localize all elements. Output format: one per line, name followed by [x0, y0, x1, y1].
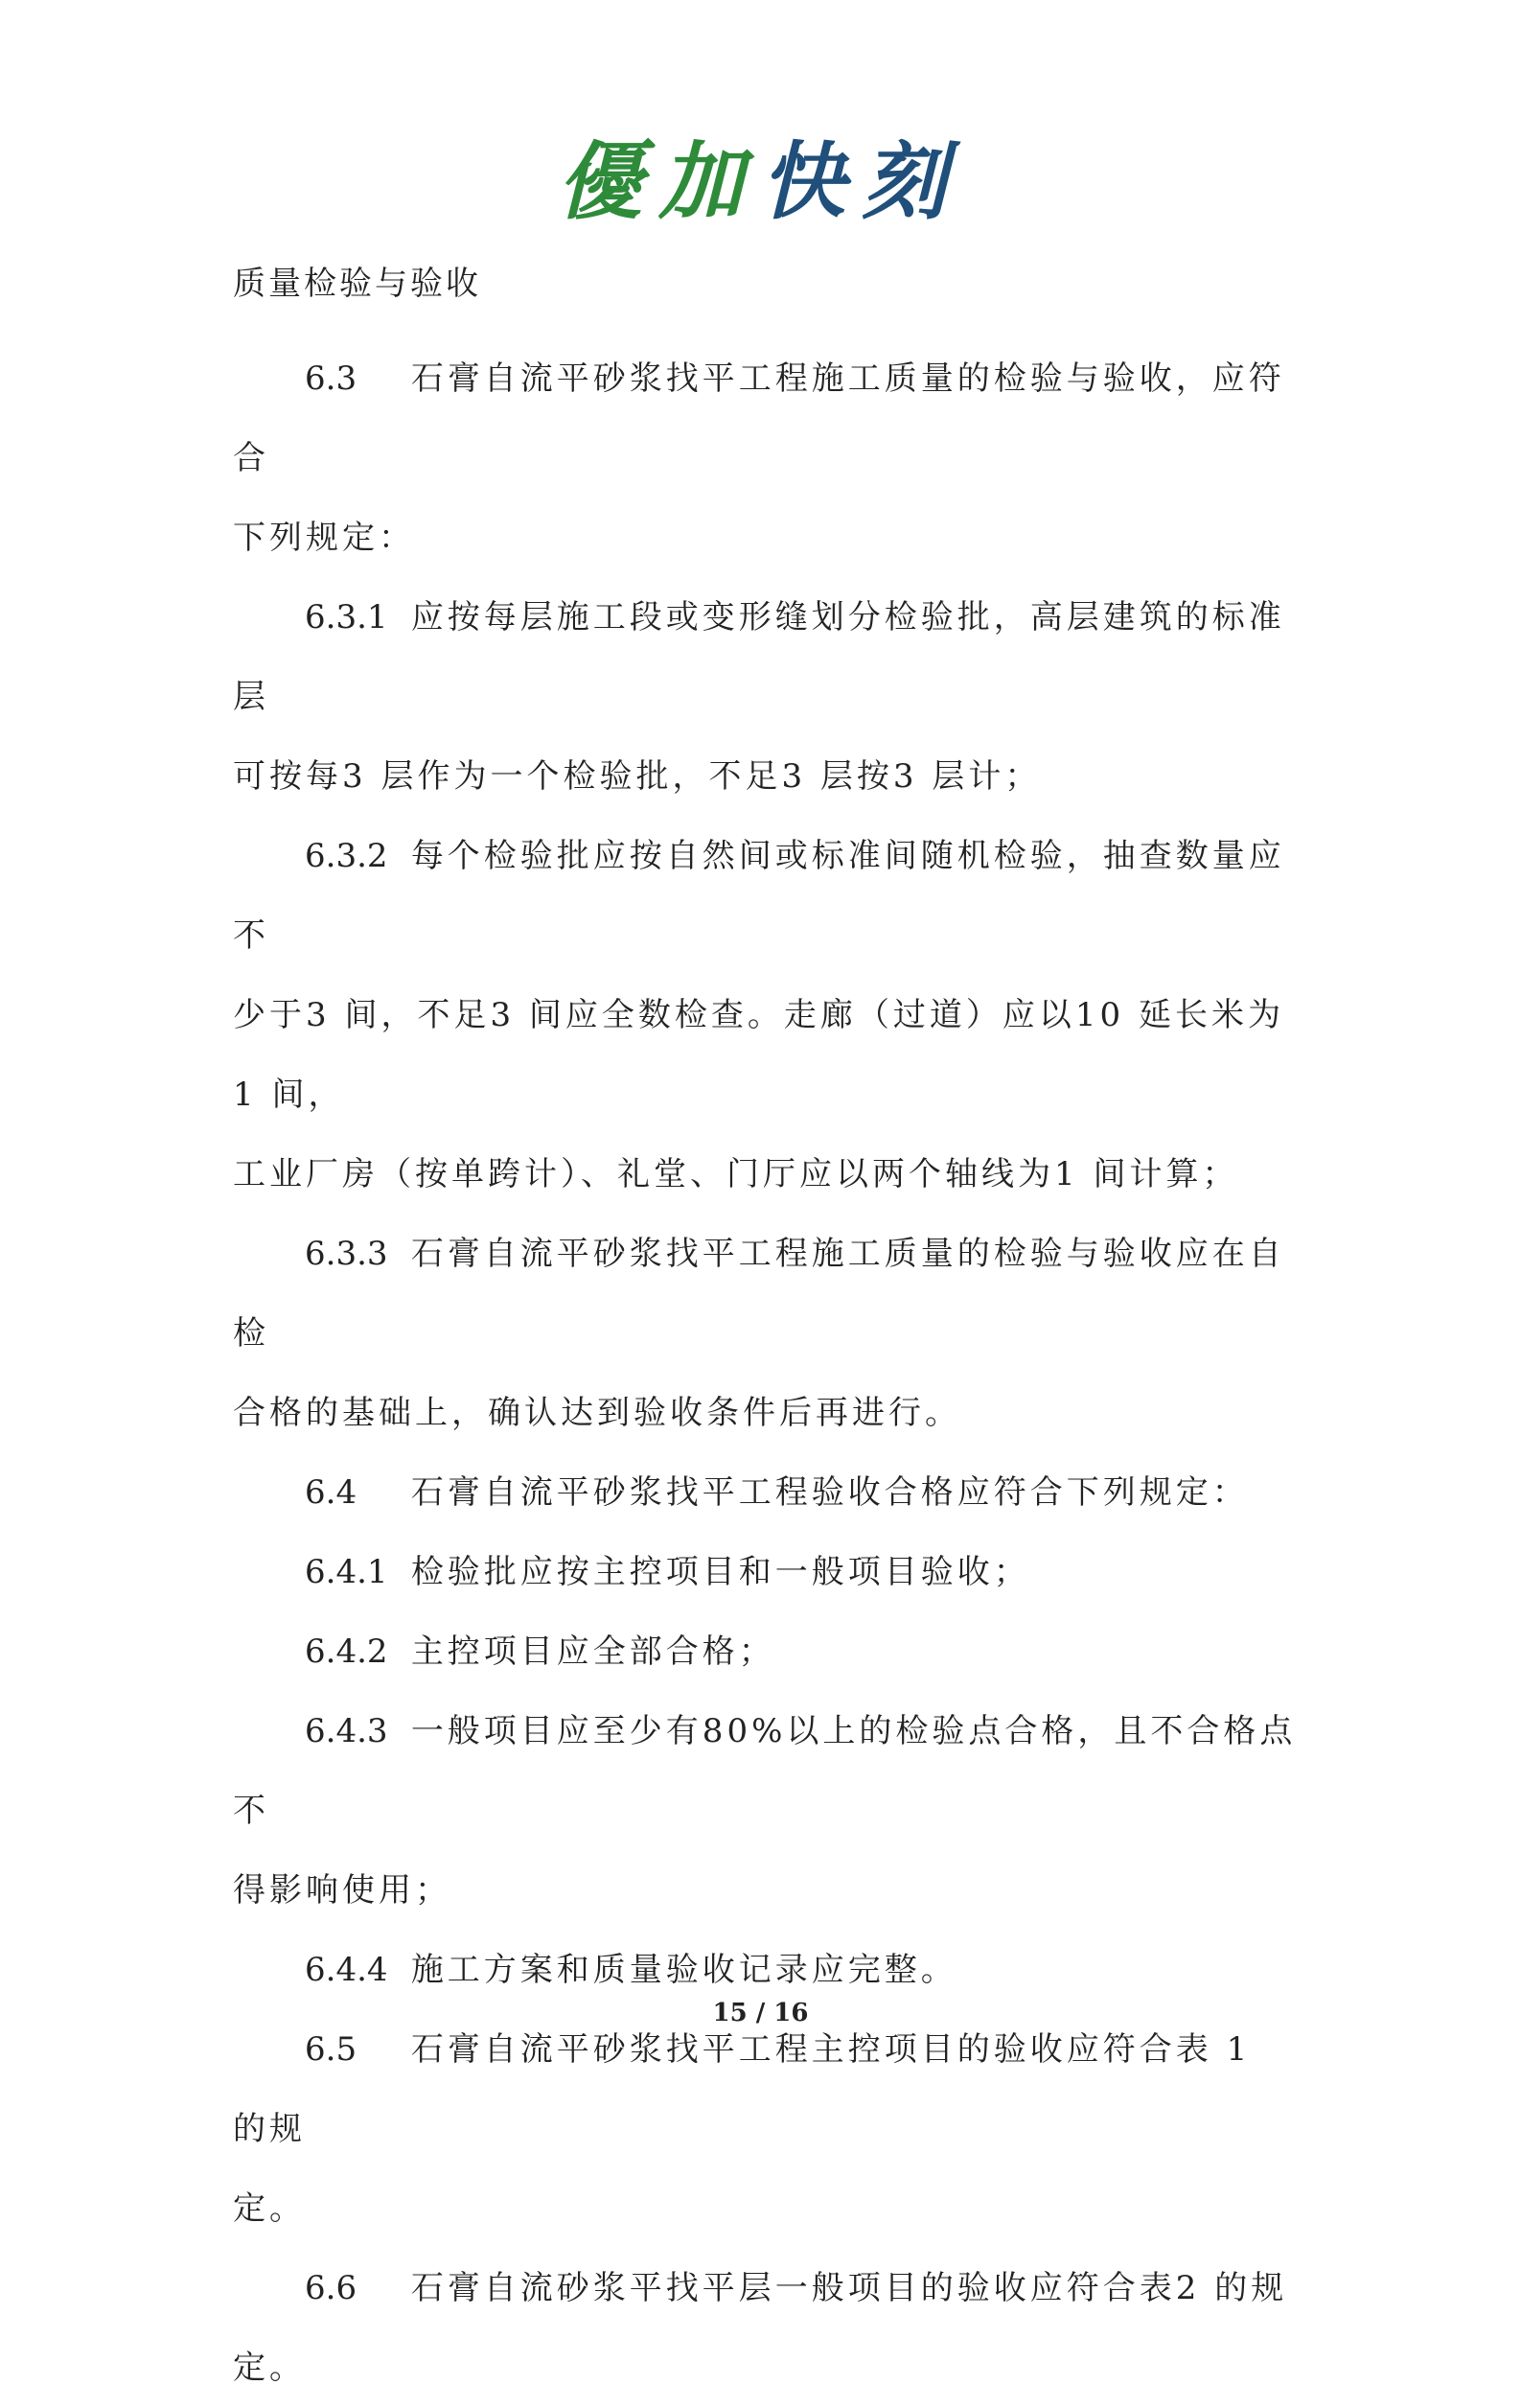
clause-text-continued: 定。 [233, 2189, 306, 2228]
clause-text: 主控项目应全部合格； [410, 1632, 775, 1671]
paragraph-6-3-2-cont2 [233, 1135, 1302, 1215]
clause-number: 6.3.2 [305, 837, 388, 875]
clause-number: 6.4.2 [305, 1632, 388, 1671]
clause-text: 石膏自流平砂浆找平工程施工质量的检验与验收应在自检 [233, 1235, 1285, 1353]
clause-number: 6.4.3 [305, 1712, 388, 1750]
clause-text-continued: 合格的基础上，确认达到验收条件后再进行。 [233, 1394, 961, 1432]
paragraph-6-3 [233, 339, 1302, 498]
clause-number: 6.3.3 [305, 1235, 388, 1273]
clause-text-continued: 下列规定： [233, 519, 415, 557]
clause-text-continued: 少于3 间，不足3 间应全数检查。走廊（过道）应以10 延长米为1 间， [233, 996, 1284, 1114]
paragraph-6-3-1-cont [233, 737, 1302, 817]
clause-number: 6.4.4 [305, 1951, 388, 1989]
paragraph-6-4-2 [233, 1612, 1302, 1692]
clause-number: 6.4.1 [305, 1553, 388, 1591]
paragraph-6-3-cont [233, 498, 1302, 578]
logo-text-green: 優加 [557, 132, 761, 231]
clause-text-continued: 工业厂房（按单跨计）、礼堂、门厅应以两个轴线为1 间计算； [233, 1155, 1239, 1193]
brand-logo [0, 115, 1521, 236]
paragraph-6-3-1 [233, 578, 1302, 737]
clause-number: 6.3.1 [305, 598, 388, 637]
paragraph-6-3-2-cont [233, 976, 1302, 1135]
clause-text: 一般项目应至少有80%以上的检验点合格，且不合格点不 [233, 1712, 1297, 1830]
paragraph-6-4-3-cont [233, 1851, 1302, 1931]
paragraph-6-3-3 [233, 1215, 1302, 1374]
clause-number: 6.6 [305, 2269, 357, 2307]
clause-number: 6.4 [305, 1473, 357, 1512]
section-title: 质量检验与验收 [233, 265, 481, 303]
paragraph-6-4-3 [233, 1692, 1302, 1851]
logo-text-blue: 快刻 [760, 132, 964, 231]
paragraph-6-6 [233, 2249, 1302, 2408]
clause-text: 检验批应按主控项目和一般项目验收； [410, 1553, 1030, 1591]
clause-text: 石膏自流平砂浆找平工程验收合格应符合下列规定： [410, 1473, 1249, 1512]
clause-text: 石膏自流砂浆平找平层一般项目的验收应符合表2 的规定。 [233, 2269, 1288, 2387]
paragraph-6-5 [233, 2010, 1302, 2169]
clause-text: 每个检验批应按自然间或标准间随机检验，抽查数量应不 [233, 837, 1285, 955]
page-number: 15 / 16 [712, 1999, 809, 2027]
document-body [233, 259, 1302, 2408]
clause-number: 6.3 [305, 359, 357, 398]
clause-text: 施工方案和质量验收记录应完整。 [410, 1951, 957, 1989]
paragraph-6-5-cont [233, 2169, 1302, 2249]
paragraph-6-3-3-cont [233, 1374, 1302, 1453]
clause-text: 石膏自流平砂浆找平工程主控项目的验收应符合表 1 的规 [233, 2030, 1252, 2148]
clause-text: 应按每层施工段或变形缝划分检验批，高层建筑的标准层 [233, 598, 1285, 716]
clause-text-continued: 得影响使用； [233, 1871, 451, 1910]
paragraph-6-3-2 [233, 817, 1302, 976]
clause-number: 6.5 [305, 2030, 357, 2069]
clause-text-continued: 可按每3 层作为一个检验批，不足3 层按3 层计； [233, 757, 1042, 796]
paragraph-6-4 [233, 1453, 1302, 1533]
clause-text: 石膏自流平砂浆找平工程施工质量的检验与验收，应符合 [233, 359, 1285, 477]
paragraph-6-4-1 [233, 1533, 1302, 1612]
